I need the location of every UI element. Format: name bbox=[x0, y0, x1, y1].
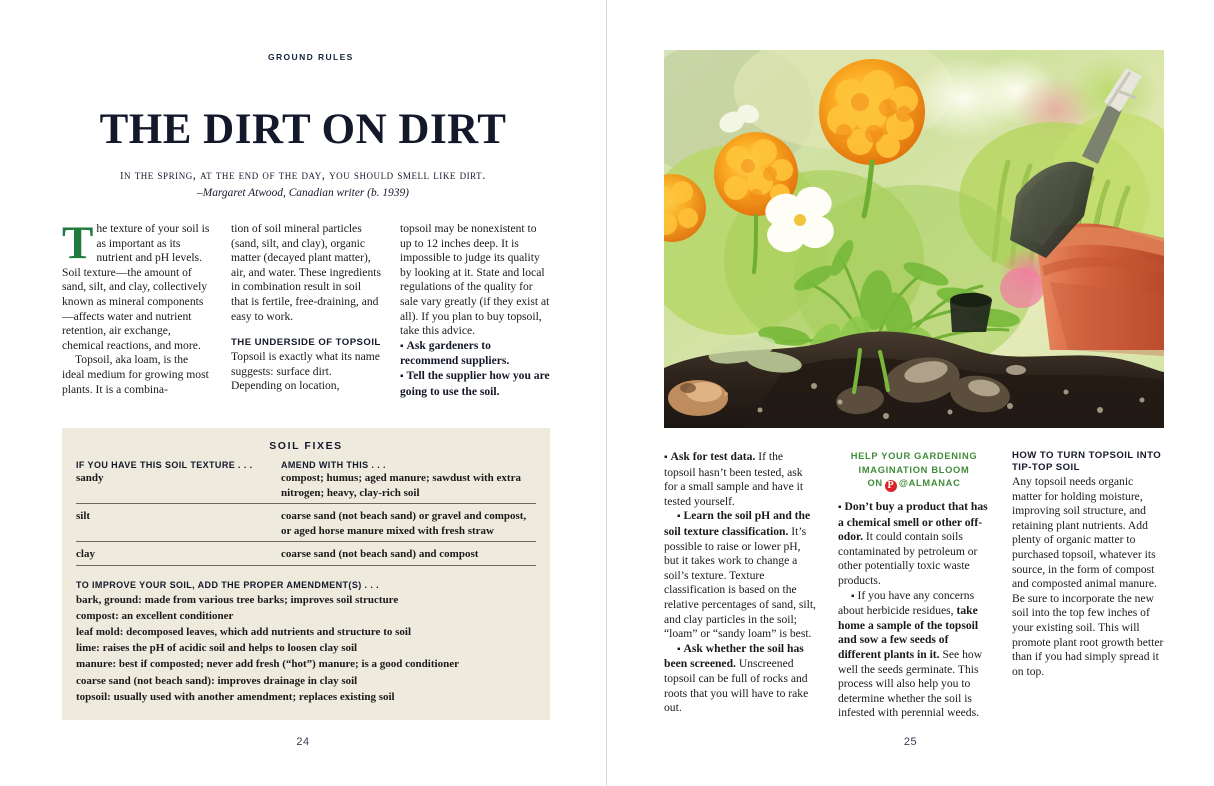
bullet-ask-for-test-data bbox=[664, 450, 816, 509]
cell-amendment: coarse sand (not beach sand) and compost bbox=[281, 547, 536, 565]
promo-handle[interactable]: @ALMANAC bbox=[898, 478, 961, 488]
epigraph-attribution: –Margaret Atwood, Canadian writer (b. 1939) bbox=[197, 187, 409, 199]
bullet-lead-bold: Ask whether the soil has been screened. bbox=[664, 641, 804, 671]
table-row bbox=[76, 509, 536, 542]
list-item: topsoil: usually used with another amendment; replaces existing soil bbox=[76, 690, 395, 703]
right-column-3 bbox=[1012, 450, 1164, 721]
bullet-lead-bold: Don’t buy a product that has a chemical smell or other off-odor. bbox=[838, 500, 988, 544]
list-item: coarse sand (not beach sand): improves drainage in clay soil bbox=[76, 674, 358, 687]
cell-amendment: compost; humus; aged manure; sawdust with extra nitrogen; heavy, clay-rich soil bbox=[281, 471, 536, 504]
soil-fixes-table-head bbox=[76, 460, 536, 471]
body-column-1 bbox=[62, 217, 212, 399]
underside-paragraph: Topsoil is exactly what its name suggests: surface dirt. Depending on location, bbox=[231, 350, 380, 393]
bullet-lead-bold: Learn the soil pH and the soil texture classification. bbox=[664, 509, 811, 538]
bullet-chemical-smell bbox=[838, 500, 990, 589]
left-page bbox=[0, 0, 606, 786]
right-page bbox=[607, 0, 1214, 786]
intro-paragraph-text: he texture of your soil is as important as its nutrient and pH levels. Soil texture—the amount of sand, silt, and clay, collectively known as mineral components—affects water and nutrient retention, air exchange, chemical reactions, and more. bbox=[62, 222, 210, 352]
running-head: GROUND RULES bbox=[268, 52, 354, 62]
bullet-body: If the topsoil hasn’t been tested, ask for a small sample and have it tested yourself. bbox=[664, 450, 804, 508]
improve-soil-heading: TO IMPROVE YOUR SOIL, ADD THE PROPER AMENDMENT(S) . . . bbox=[76, 579, 380, 590]
garden-photo-illustration bbox=[664, 50, 1164, 428]
table-header-row bbox=[76, 460, 536, 471]
pinterest-promo-heading[interactable] bbox=[838, 450, 990, 492]
cell-texture: silt bbox=[76, 509, 281, 542]
bullet-ask-screened bbox=[664, 642, 816, 716]
left-body-columns bbox=[62, 217, 550, 399]
cell-texture: sandy bbox=[76, 471, 281, 504]
epigraph bbox=[0, 168, 606, 199]
bullet-tell-supplier: ▪ Tell the supplier how you are going to use the soil. bbox=[400, 369, 550, 399]
list-item: leaf mold: decomposed leaves, which add nutrients and structure to soil bbox=[76, 625, 411, 638]
bullet-body: It’s possible to raise or lower pH, but it takes work to change a soil’s texture. Texture classification is based on the relative percentages of sand, silt, and clay particles in the soil; “loam” or “sandy loam” is best. bbox=[664, 524, 816, 641]
body-column-3 bbox=[400, 222, 550, 399]
subhead-tip-top-soil: HOW TO TURN TOPSOIL INTO TIP-TOP SOIL bbox=[1012, 450, 1162, 473]
bullet-body: See how well the seeds germinate. This process will also help you to determine whether the soil is infested with perennial weeds. bbox=[838, 647, 983, 720]
list-item: lime: raises the pH of acidic soil and helps to loosen clay soil bbox=[76, 642, 358, 655]
bullet-body: Unscreened topsoil can be full of rocks and roots that you will have to rake out. bbox=[664, 657, 809, 715]
page-number-right: 25 bbox=[903, 736, 918, 748]
intro-paragraph bbox=[62, 217, 212, 353]
column-header-texture: IF YOU HAVE THIS SOIL TEXTURE . . . bbox=[76, 460, 253, 470]
list-item: bark, ground: made from various tree barks; improves soil structure bbox=[76, 593, 399, 606]
soil-fixes-table bbox=[76, 460, 536, 566]
tip-top-soil-paragraph: Any topsoil needs organic matter for holding moisture, improving soil structure, and retaining plant nutrients. Add plenty of organic matter to purchased topsoil, whatever its source, in the form of compost and composted animal manure. Be sure to incorporate the new soil into the top few inches of your existing soil. This will promote plant root growth better than if you had simply spread it on top. bbox=[1012, 475, 1164, 678]
right-column-2 bbox=[838, 450, 990, 721]
bullet-lead-bold: Ask for test data. bbox=[670, 450, 756, 463]
promo-line-2: IMAGINATION BLOOM bbox=[858, 464, 970, 475]
soil-fixes-box bbox=[62, 428, 550, 720]
mineral-particles-paragraph: tion of soil mineral particles (sand, silt, and clay), organic matter (decayed plant matter), air, and water. These ingredients in combination result in soil that is fertile, free-draining, and easy to work. bbox=[231, 222, 381, 323]
bullet-herbicide-residues bbox=[838, 589, 990, 721]
epigraph-quote: in the spring, at the end of the day, you should smell like dirt. bbox=[120, 168, 486, 183]
promo-line-1: HELP YOUR GARDENING bbox=[850, 451, 978, 461]
table-row bbox=[76, 471, 536, 504]
bullet-emphasis: take home a sample of the topsoil and sow a few seeds of different plants in it. bbox=[838, 604, 979, 661]
page-number-left: 24 bbox=[296, 736, 310, 748]
soil-fixes-table-body bbox=[76, 471, 536, 565]
bullet-lead: If you have any concerns about herbicide residues, bbox=[838, 588, 975, 618]
list-item: compost: an excellent conditioner bbox=[76, 609, 234, 622]
right-body-columns bbox=[664, 450, 1164, 721]
topsoil-paragraph: Topsoil, aka loam, is the ideal medium for growing most plants. It is a combina- bbox=[62, 353, 209, 396]
page-title: THE DIRT ON DIRT bbox=[99, 106, 507, 153]
right-column-1 bbox=[664, 450, 816, 721]
promo-prefix: ON bbox=[867, 478, 883, 488]
body-column-2 bbox=[231, 222, 381, 399]
topsoil-depth-paragraph: topsoil may be nonexistent to up to 12 inches deep. It is impossible to judge its quality by looking at it. State and local regulations of the quality for sale vary greatly (if they exist at all). If you plan to buy topsoil, take this advice. bbox=[400, 222, 550, 338]
garden-photo bbox=[664, 50, 1164, 428]
bullet-ask-gardeners: ▪ Ask gardeners to recommend suppliers. bbox=[400, 339, 550, 369]
list-item: manure: best if composted; never add fresh (“hot”) manure; is a good conditioner bbox=[76, 658, 459, 671]
bullet-learn-soil-ph bbox=[664, 509, 816, 641]
table-row bbox=[76, 547, 536, 565]
subhead-underside-of-topsoil: THE UNDERSIDE OF TOPSOIL bbox=[231, 337, 381, 349]
pinterest-icon[interactable]: P bbox=[885, 480, 897, 492]
soil-fixes-title: SOIL FIXES bbox=[269, 440, 343, 452]
drop-cap: T bbox=[62, 217, 94, 269]
bullet-body: It could contain soils contaminated by petroleum or other potentially toxic waste products. bbox=[838, 530, 978, 587]
amendment-list bbox=[76, 592, 536, 705]
cell-texture: clay bbox=[76, 547, 281, 565]
column-header-amendment: AMEND WITH THIS . . . bbox=[281, 460, 386, 470]
cell-amendment: coarse sand (not beach sand) or gravel and compost, or aged horse manure mixed with fresh straw bbox=[281, 509, 536, 542]
